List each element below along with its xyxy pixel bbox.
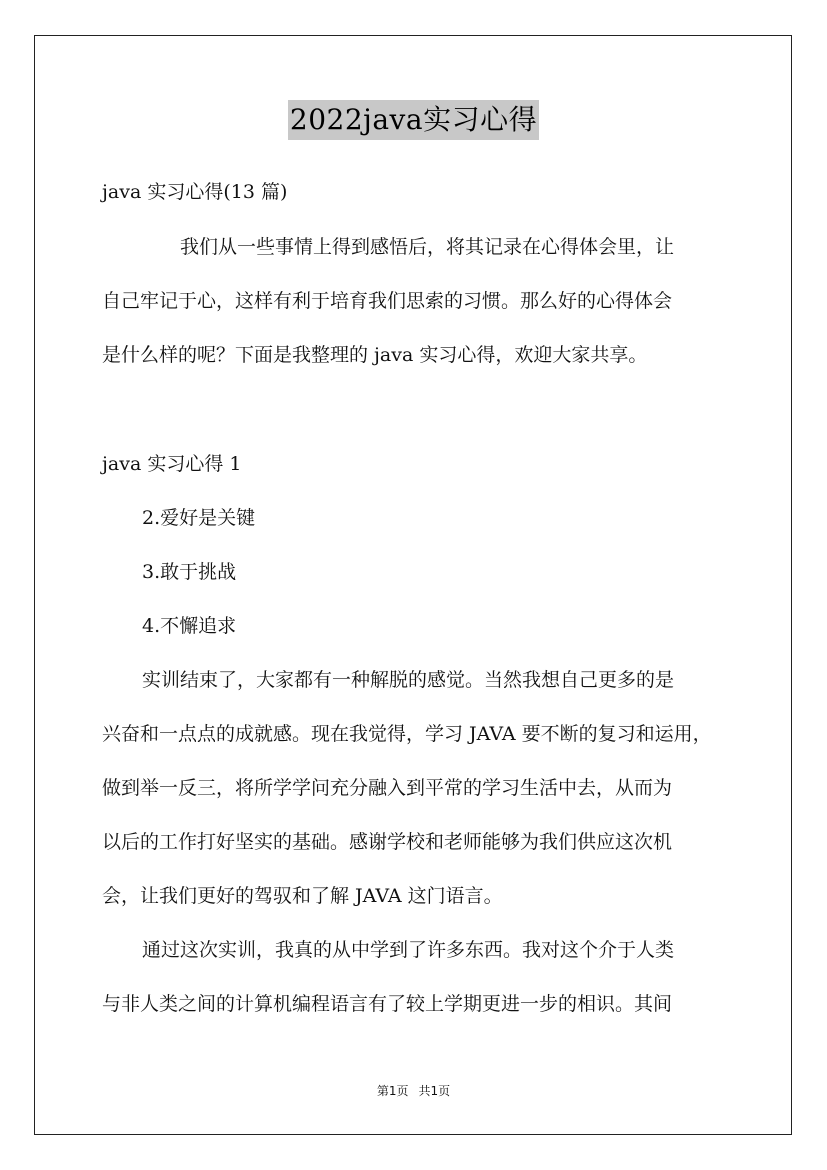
document-subtitle: java 实习心得(13 篇) xyxy=(102,181,288,203)
page-total: 共1页 xyxy=(418,1084,451,1098)
paragraph-line: 自己牢记于心，这样有利于培育我们思索的习惯。那么好的心得体会 xyxy=(102,290,673,312)
paragraph-line: 我们从一些事情上得到感悟后，将其记录在心得体会里，让 xyxy=(180,236,675,258)
paragraph-line: 兴奋和一点点的成就感。现在我觉得，学习 JAVA 要不断的复习和运用， xyxy=(102,723,712,745)
document-title: 2022java实习心得 xyxy=(288,100,539,140)
list-item: 2.爱好是关键 xyxy=(142,507,256,529)
list-item: 3.敢于挑战 xyxy=(142,561,237,583)
paragraph-line: 以后的工作打好坚实的基础。感谢学校和老师能够为我们供应这次机 xyxy=(102,831,673,853)
paragraph-line: 会，让我们更好的驾驭和了解 JAVA 这门语言。 xyxy=(102,885,503,907)
paragraph-line: 通过这次实训，我真的从中学到了许多东西。我对这个介于人类 xyxy=(142,939,675,961)
section-heading: java 实习心得 1 xyxy=(102,453,242,475)
title-container xyxy=(0,100,827,140)
page-footer xyxy=(0,1082,827,1099)
paragraph-line: 是什么样的呢？下面是我整理的 java 实习心得，欢迎大家共享。 xyxy=(102,344,648,366)
paragraph-line: 与非人类之间的计算机编程语言有了较上学期更进一步的相识。其间 xyxy=(102,993,673,1015)
paragraph-line: 做到举一反三，将所学学问充分融入到平常的学习生活中去，从而为 xyxy=(102,777,673,799)
paragraph-line: 实训结束了，大家都有一种解脱的感觉。当然我想自己更多的是 xyxy=(142,669,675,691)
page-number: 第1页 xyxy=(376,1084,409,1098)
list-item: 4.不懈追求 xyxy=(142,615,237,637)
